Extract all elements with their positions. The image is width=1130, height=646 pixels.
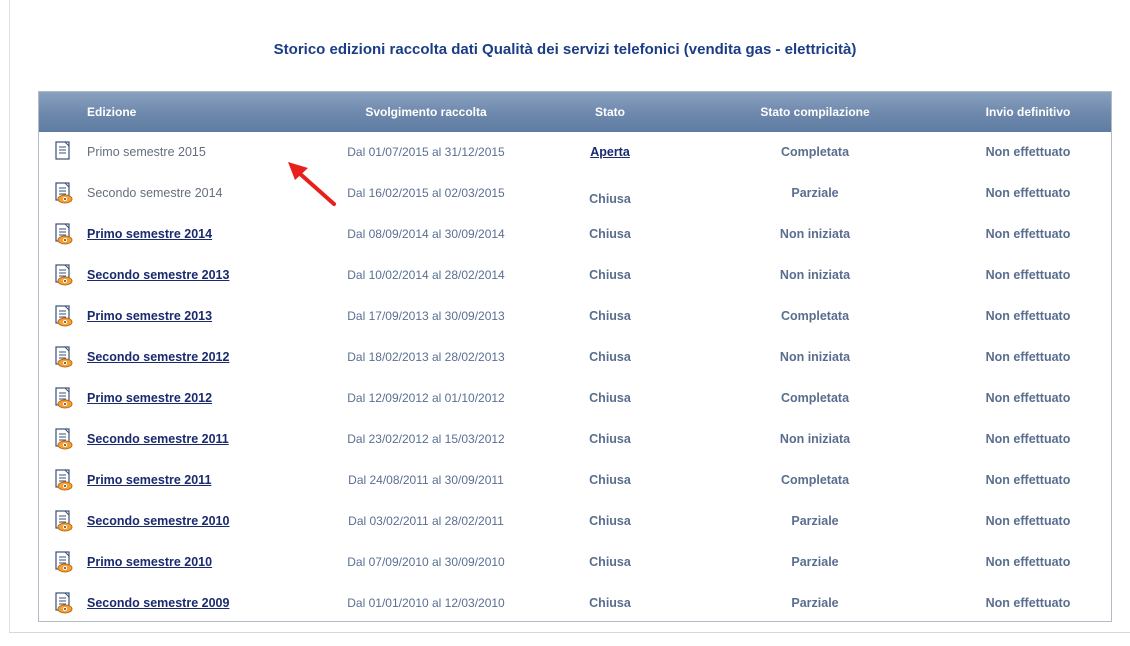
table-row (39, 459, 1111, 500)
document-icon[interactable] (53, 144, 73, 158)
stato-compilazione-cell: Non iniziata (779, 431, 851, 446)
stato-label: Chiusa (589, 349, 631, 364)
row-icon-cell (39, 254, 87, 295)
stato-cell (535, 213, 685, 254)
edizione-cell (87, 172, 317, 213)
table-row (39, 582, 1111, 623)
svolgimento-cell: Dal 01/07/2015 al 31/12/2015 (347, 145, 505, 159)
table-row (39, 254, 1111, 295)
edizione-link[interactable]: Primo semestre 2011 (87, 472, 212, 487)
stato-cell (535, 254, 685, 295)
edizione-link[interactable]: Secondo semestre 2009 (87, 595, 230, 610)
edizione-cell (87, 582, 317, 623)
stato-link[interactable]: Aperta (590, 145, 630, 159)
stato-compilazione-cell: Completata (780, 145, 850, 159)
stato-compilazione-cell: Completata (780, 308, 850, 323)
table-row (39, 295, 1111, 336)
stato-cell (535, 336, 685, 377)
edizione-link[interactable]: Primo semestre 2014 (87, 226, 213, 241)
header-stato: Stato (535, 92, 685, 132)
document-view-icon[interactable] (53, 390, 73, 404)
invio-definitivo-cell: Non effettuato (985, 308, 1071, 323)
invio-definitivo-cell: Non effettuato (985, 472, 1071, 487)
row-icon-cell (39, 582, 87, 623)
document-view-icon[interactable] (53, 226, 73, 240)
stato-cell (535, 377, 685, 418)
stato-compilazione-cell: Completata (780, 390, 850, 405)
invio-definitivo-cell: Non effettuato (985, 267, 1071, 282)
svolgimento-cell: Dal 16/02/2015 al 02/03/2015 (347, 185, 505, 200)
edizione-link[interactable]: Primo semestre 2010 (87, 554, 213, 569)
row-icon-cell (39, 132, 87, 172)
document-view-icon[interactable] (53, 349, 73, 363)
invio-definitivo-cell: Non effettuato (985, 185, 1071, 200)
row-icon-cell (39, 500, 87, 541)
stato-label: Chiusa (589, 513, 631, 528)
stato-compilazione-cell: Non iniziata (779, 226, 851, 241)
edizione-link[interactable]: Secondo semestre 2010 (87, 513, 230, 528)
svolgimento-cell: Dal 17/09/2013 al 30/09/2013 (347, 308, 505, 323)
stato-label: Chiusa (589, 431, 631, 446)
header-icon-column (39, 92, 87, 132)
edizione-cell (87, 295, 317, 336)
svolgimento-cell: Dal 07/09/2010 al 30/09/2010 (347, 554, 505, 569)
header-stato-compilazione: Stato compilazione (685, 92, 945, 132)
document-view-icon[interactable] (53, 513, 73, 527)
stato-cell (535, 582, 685, 623)
stato-compilazione-cell: Completata (780, 472, 850, 487)
stato-compilazione-cell: Parziale (791, 513, 839, 528)
bottom-border (9, 632, 1130, 633)
stato-label: Chiusa (589, 554, 631, 569)
stato-compilazione-cell: Non iniziata (779, 349, 851, 364)
header-invio-definitivo: Invio definitivo (945, 92, 1111, 132)
edizione-link[interactable]: Secondo semestre 2013 (87, 267, 230, 282)
edizione-cell (87, 418, 317, 459)
table-row (39, 213, 1111, 254)
edizione-link[interactable]: Secondo semestre 2011 (87, 431, 229, 446)
svolgimento-cell: Dal 24/08/2011 al 30/09/2011 (348, 472, 504, 487)
document-view-icon[interactable] (53, 595, 73, 609)
stato-compilazione-cell: Parziale (791, 185, 839, 200)
document-view-icon[interactable] (53, 472, 73, 486)
stato-label: Chiusa (589, 191, 631, 206)
table-row (39, 541, 1111, 582)
stato-cell (535, 172, 685, 213)
row-icon-cell (39, 213, 87, 254)
invio-definitivo-cell: Non effettuato (985, 226, 1071, 241)
stato-cell (535, 418, 685, 459)
table-row (39, 377, 1111, 418)
stato-label: Chiusa (589, 390, 631, 405)
header-svolgimento: Svolgimento raccolta (317, 92, 535, 132)
document-view-icon[interactable] (53, 431, 73, 445)
document-view-icon[interactable] (53, 308, 73, 322)
stato-compilazione-cell: Parziale (791, 554, 839, 569)
table-header-row (39, 92, 1111, 132)
stato-cell (535, 132, 685, 172)
stato-label: Chiusa (589, 308, 631, 323)
stato-label: Chiusa (589, 226, 631, 241)
stato-cell (535, 459, 685, 500)
edizione-cell (87, 541, 317, 582)
left-border (9, 0, 10, 632)
row-icon-cell (39, 377, 87, 418)
edizione-link[interactable]: Primo semestre 2012 (87, 390, 213, 405)
row-icon-cell (39, 295, 87, 336)
header-edizione: Edizione (87, 92, 317, 132)
page-title: Storico edizioni raccolta dati Qualità dei servizi telefonici (vendita gas - elettricità) (273, 41, 857, 58)
invio-definitivo-cell: Non effettuato (985, 145, 1071, 159)
editions-table-container (38, 91, 1112, 622)
row-icon-cell (39, 336, 87, 377)
svolgimento-cell: Dal 23/02/2012 al 15/03/2012 (347, 431, 505, 446)
row-icon-cell (39, 418, 87, 459)
edizione-cell (87, 254, 317, 295)
stato-label: Chiusa (589, 267, 631, 282)
edizione-cell (87, 500, 317, 541)
document-view-icon[interactable] (53, 267, 73, 281)
table-row (39, 172, 1111, 213)
invio-definitivo-cell: Non effettuato (985, 513, 1071, 528)
svolgimento-cell: Dal 08/09/2014 al 30/09/2014 (347, 226, 505, 241)
stato-compilazione-cell: Parziale (791, 595, 839, 610)
table-row (39, 336, 1111, 377)
stato-cell (535, 541, 685, 582)
row-icon-cell (39, 172, 87, 213)
stato-cell (535, 500, 685, 541)
svolgimento-cell: Dal 03/02/2011 al 28/02/2011 (348, 513, 504, 528)
table-row (39, 500, 1111, 541)
row-icon-cell (39, 541, 87, 582)
stato-cell (535, 295, 685, 336)
red-arrow-icon (286, 158, 338, 208)
row-icon-cell (39, 459, 87, 500)
svolgimento-cell: Dal 10/02/2014 al 28/02/2014 (347, 267, 505, 282)
document-view-icon[interactable] (53, 185, 73, 199)
edizione-label: Secondo semestre 2014 (87, 185, 223, 200)
edizione-cell (87, 213, 317, 254)
invio-definitivo-cell: Non effettuato (985, 595, 1071, 610)
invio-definitivo-cell: Non effettuato (985, 390, 1071, 405)
stato-label: Chiusa (589, 595, 631, 610)
invio-definitivo-cell: Non effettuato (985, 349, 1071, 364)
table-row (39, 132, 1111, 172)
svolgimento-cell: Dal 01/01/2010 al 12/03/2010 (347, 595, 505, 610)
stato-label: Chiusa (589, 472, 631, 487)
edizione-link[interactable]: Primo semestre 2013 (87, 308, 213, 323)
edizione-label: Primo semestre 2015 (87, 145, 206, 159)
edizione-cell (87, 132, 317, 172)
svolgimento-cell: Dal 12/09/2012 al 01/10/2012 (347, 390, 505, 405)
stato-compilazione-cell: Non iniziata (779, 267, 851, 282)
invio-definitivo-cell: Non effettuato (985, 554, 1071, 569)
edizione-link[interactable]: Secondo semestre 2012 (87, 349, 230, 364)
edizione-cell (87, 336, 317, 377)
svolgimento-cell: Dal 18/02/2013 al 28/02/2013 (347, 349, 505, 364)
editions-table (39, 92, 1111, 623)
invio-definitivo-cell: Non effettuato (985, 431, 1071, 446)
edizione-cell (87, 377, 317, 418)
edizione-cell (87, 459, 317, 500)
table-row (39, 418, 1111, 459)
document-view-icon[interactable] (53, 554, 73, 568)
